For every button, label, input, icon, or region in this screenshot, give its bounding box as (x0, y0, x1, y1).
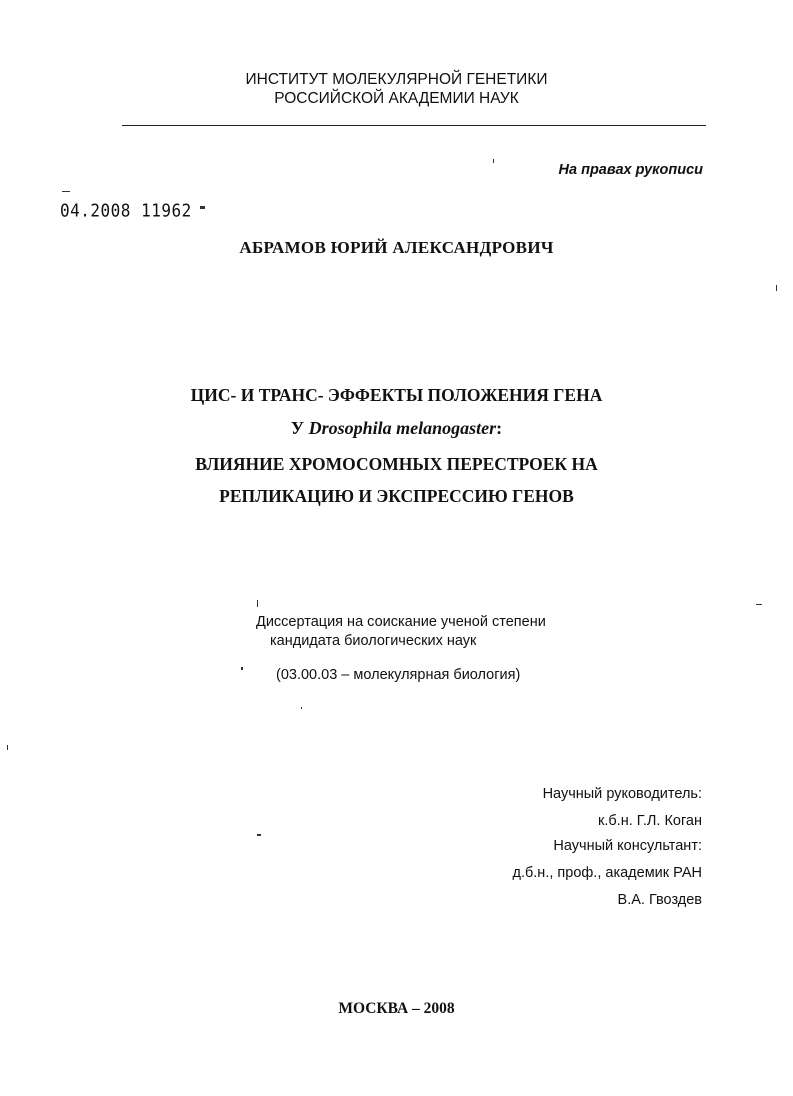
institute-name-line2: РОССИЙСКОЙ АКАДЕМИИ НАУК (274, 90, 519, 107)
scan-speck (7, 745, 8, 750)
author-name: АБРАМОВ ЮРИЙ АЛЕКСАНДРОВИЧ (239, 238, 554, 257)
scan-speck (493, 159, 494, 163)
title-species: Drosophila melanogaster (308, 418, 497, 438)
supervisor-label: Научный руководитель: (542, 786, 702, 802)
institute-name-line1: ИНСТИТУТ МОЛЕКУЛЯРНОЙ ГЕНЕТИКИ (245, 71, 548, 88)
consultant-title: д.б.н., проф., академик РАН (512, 865, 702, 881)
scan-speck (241, 667, 243, 670)
institute-header (0, 70, 793, 108)
consultant-label: Научный консультант: (553, 838, 702, 854)
title-line2-suffix: : (496, 418, 503, 438)
scan-speck (257, 600, 258, 607)
dissertation-line2: кандидата биологических наук (270, 633, 477, 649)
specialty-code: (03.00.03 – молекулярная биология) (276, 667, 521, 683)
scan-speck (62, 191, 70, 192)
supervisor-name: к.б.н. Г.Л. Коган (597, 813, 702, 829)
title-line1: ЦИС- И ТРАНС- ЭФФЕКТЫ ПОЛОЖЕНИЯ ГЕНА (190, 385, 603, 405)
city-year: МОСКВА – 2008 (338, 1000, 455, 1017)
manuscript-note: На правах рукописи (558, 162, 703, 178)
scan-speck (301, 707, 302, 709)
dissertation-line1: Диссертация на соискание ученой степени (256, 614, 546, 630)
scan-speck (756, 604, 762, 605)
title-line2 (0, 418, 793, 439)
title-line2-prefix: У (290, 418, 309, 438)
consultant-name: В.А. Гвоздев (617, 892, 702, 908)
scan-speck (257, 834, 261, 836)
scan-speck (200, 206, 205, 209)
title-line3: ВЛИЯНИЕ ХРОМОСОМНЫХ ПЕРЕСТРОЕК НА (195, 454, 598, 474)
registration-stamp: 04.2008 11962 (60, 200, 192, 221)
title-line4: РЕПЛИКАЦИЮ И ЭКСПРЕССИЮ ГЕНОВ (219, 486, 574, 506)
scan-speck (776, 285, 777, 291)
header-divider (122, 125, 706, 126)
